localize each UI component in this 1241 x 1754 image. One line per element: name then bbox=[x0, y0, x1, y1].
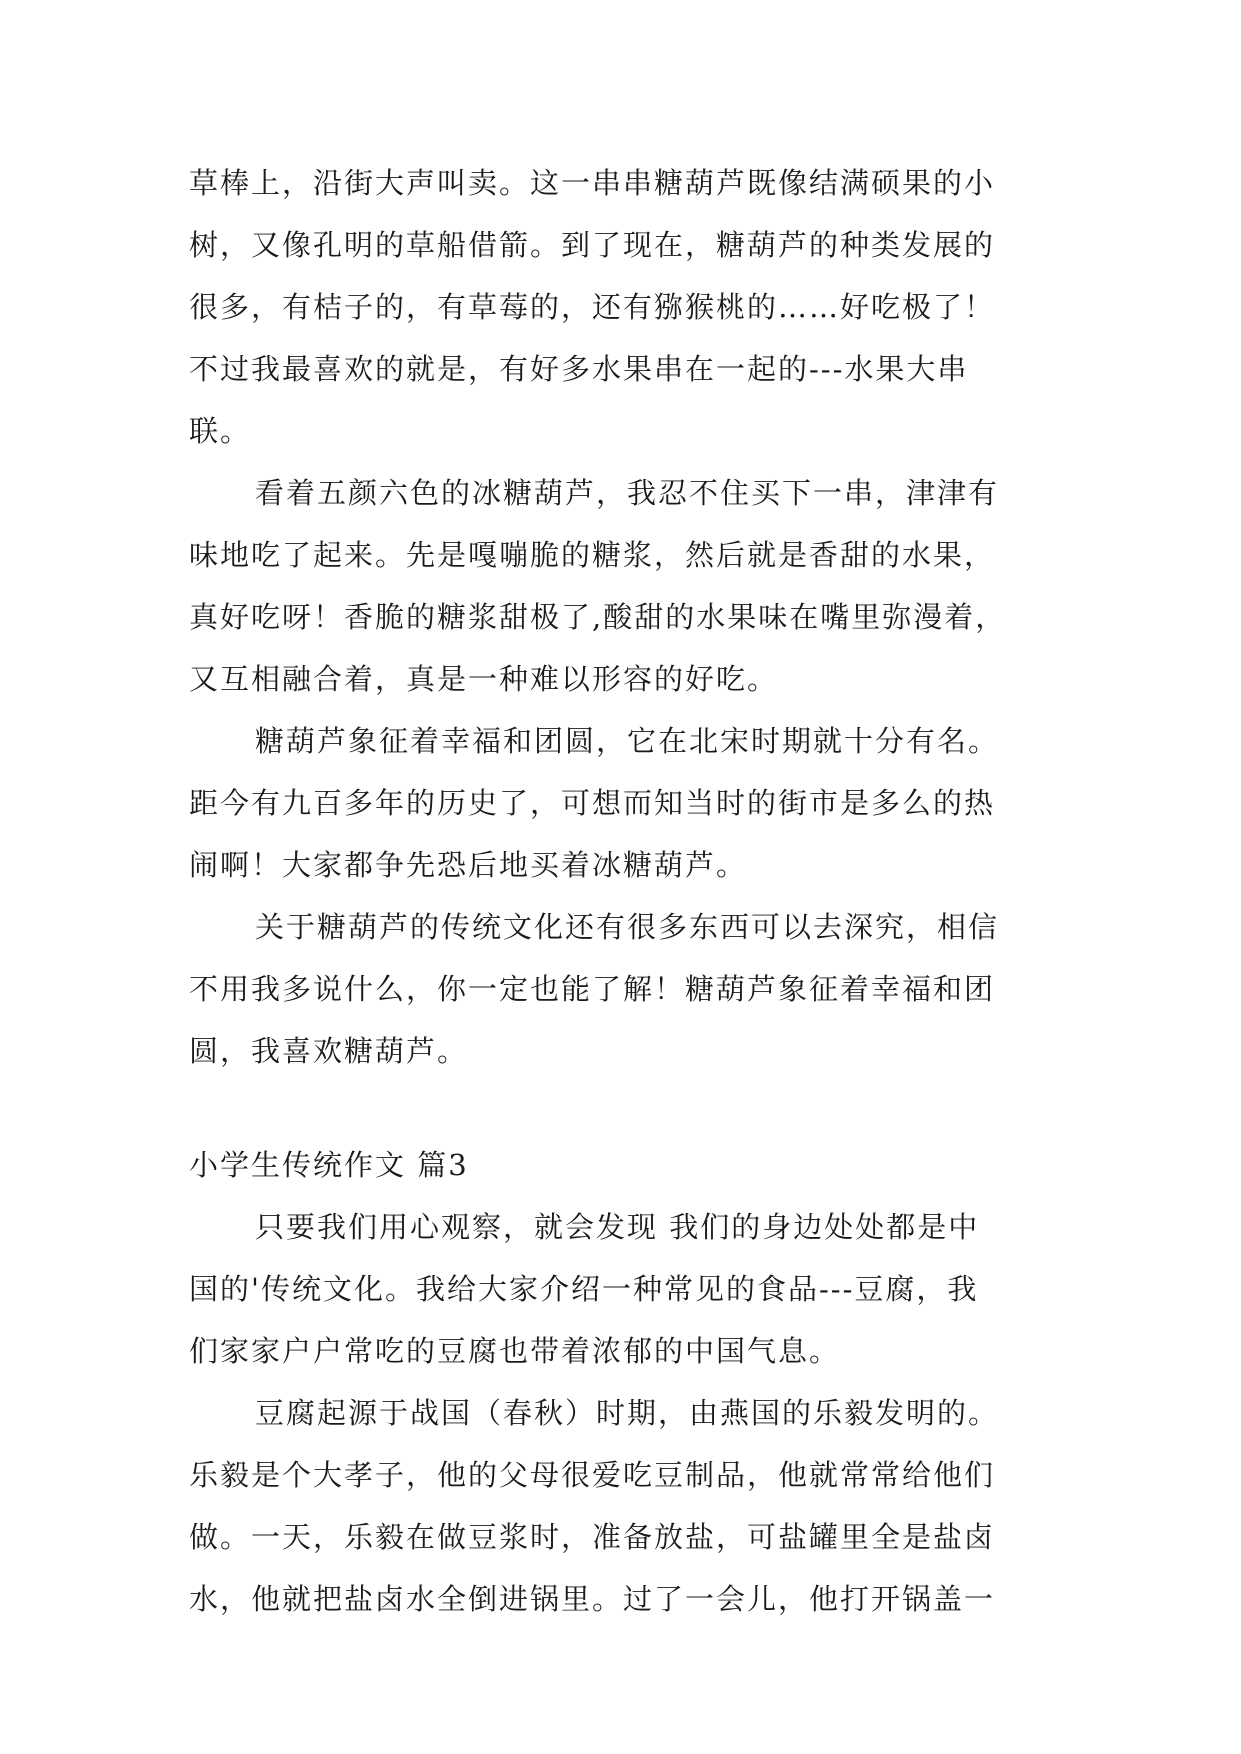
text-line: 很多，有桔子的，有草莓的，还有猕猴桃的……好吃极了！ bbox=[189, 290, 996, 324]
text-line: 关于糖葫芦的传统文化还有很多东西可以去深究，相信 bbox=[255, 910, 1000, 944]
paragraph bbox=[189, 710, 1069, 896]
text-line: 看着五颜六色的冰糖葫芦，我忍不住买下一串，津津有 bbox=[255, 476, 1000, 510]
paragraph bbox=[189, 152, 1069, 462]
text-line: 水，他就把盐卤水全倒进锅里。过了一会儿，他打开锅盖一 bbox=[189, 1582, 996, 1616]
text-line: 们家家户户常吃的豆腐也带着浓郁的中国气息。 bbox=[189, 1334, 841, 1368]
document-body bbox=[189, 152, 1069, 1630]
text-line: 豆腐起源于战国（春秋）时期，由燕国的乐毅发明的。 bbox=[255, 1396, 1000, 1430]
text-line: 闹啊！大家都争先恐后地买着冰糖葫芦。 bbox=[189, 848, 748, 882]
text-line: 味地吃了起来。先是嘎嘣脆的糖浆，然后就是香甜的水果， bbox=[189, 538, 996, 572]
text-line: 不过我最喜欢的就是，有好多水果串在一起的---水果大串 bbox=[189, 352, 969, 386]
text-line: 联。 bbox=[189, 414, 252, 448]
paragraph bbox=[189, 462, 1069, 710]
text-line: 树，又像孔明的草船借箭。到了现在，糖葫芦的种类发展的 bbox=[189, 228, 996, 262]
text-line: 又互相融合着，真是一种难以形容的好吃。 bbox=[189, 662, 779, 696]
text-line: 国的'传统文化。我给大家介绍一种常见的食品---豆腐，我 bbox=[189, 1272, 979, 1306]
text-line: 做。一天，乐毅在做豆浆时，准备放盐，可盐罐里全是盐卤 bbox=[189, 1520, 996, 1554]
text-line: 圆，我喜欢糖葫芦。 bbox=[189, 1034, 469, 1068]
text-line: 糖葫芦象征着幸福和团圆，它在北宋时期就十分有名。 bbox=[255, 724, 1000, 758]
section-heading: 小学生传统作文 篇3 bbox=[189, 1148, 469, 1182]
text-line: 草棒上，沿街大声叫卖。这一串串糖葫芦既像结满硕果的小 bbox=[189, 166, 996, 200]
paragraph bbox=[189, 1382, 1069, 1630]
text-line: 真好吃呀！香脆的糖浆甜极了,酸甜的水果味在嘴里弥漫着， bbox=[189, 600, 1007, 634]
text-line: 只要我们用心观察，就会发现 我们的身边处处都是中 bbox=[255, 1210, 980, 1244]
section-spacer bbox=[189, 1082, 1069, 1134]
text-line: 距今有九百多年的历史了，可想而知当时的街市是多么的热 bbox=[189, 786, 996, 820]
paragraph bbox=[189, 896, 1069, 1082]
text-line: 乐毅是个大孝子，他的父母很爱吃豆制品，他就常常给他们 bbox=[189, 1458, 996, 1492]
text-line: 不用我多说什么，你一定也能了解！糖葫芦象征着幸福和团 bbox=[189, 972, 996, 1006]
paragraph bbox=[189, 1196, 1069, 1382]
